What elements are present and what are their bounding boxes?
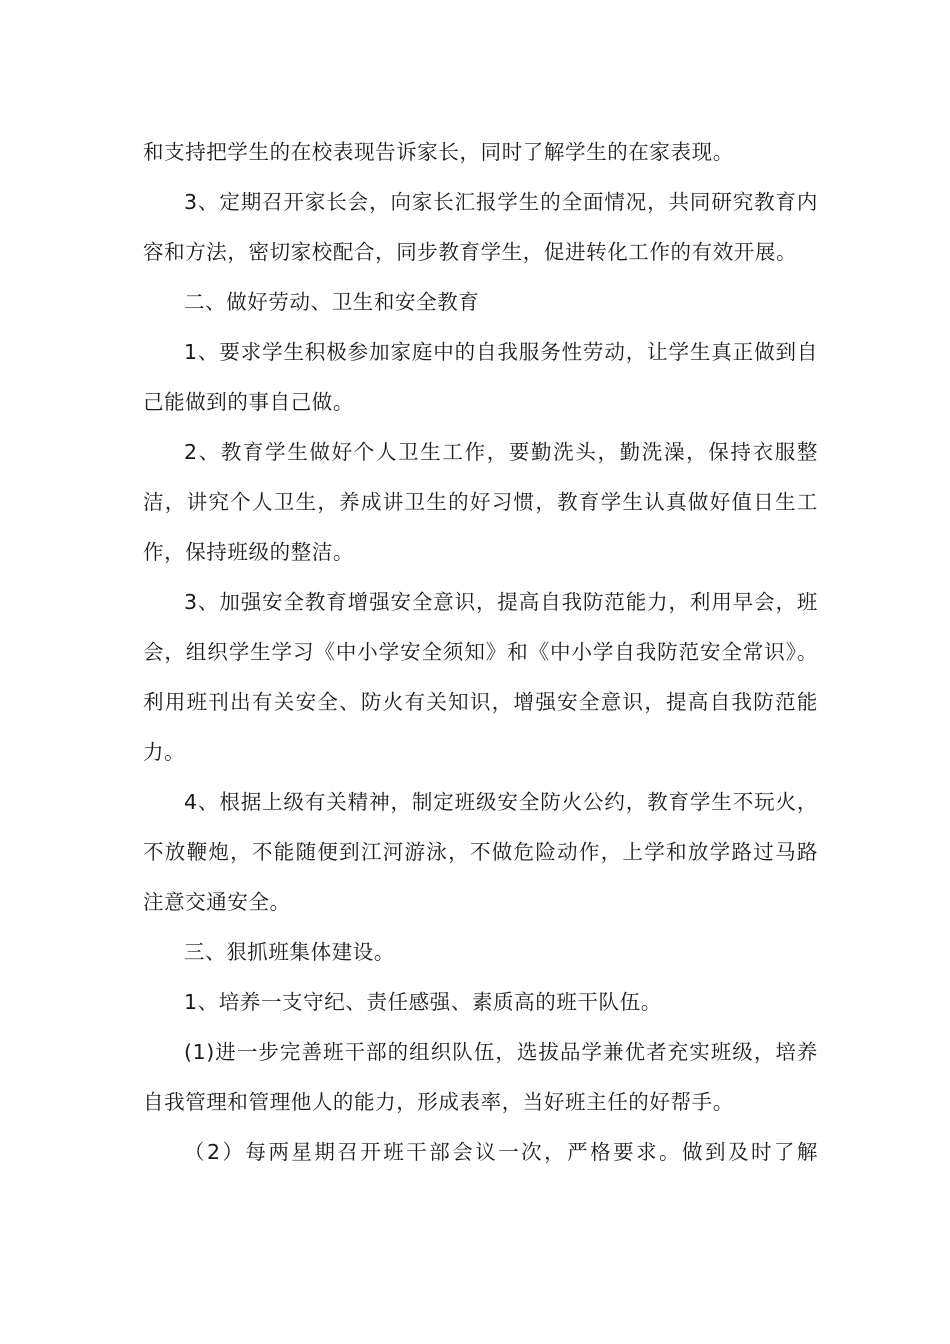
- document-body: [143, 127, 818, 1177]
- paragraph: 1、培养一支守纪、责任感强、素质高的班干队伍。: [184, 990, 662, 1014]
- paragraph: 4、根据上级有关精神，制定班级安全防火公约，教育学生不玩火，不放鞭炮，不能随便到江河游泳，不做危险动作，上学和放学路过马路注意交通安全。: [143, 790, 818, 914]
- section-heading: 二、做好劳动、卫生和安全教育: [184, 290, 480, 314]
- paragraph: 3、定期召开家长会，向家长汇报学生的全面情况，共同研究教育内容和方法，密切家校配合，同步教育学生，促进转化工作的有效开展。: [143, 190, 818, 264]
- paragraph: 3、加强安全教育增强安全意识，提高自我防范能力，利用早会，班会，组织学生学习《中小学安全须知》和《中小学自我防范安全常识》。利用班刊出有关安全、防火有关知识，增强安全意识，提高自我防范能力。: [143, 590, 818, 764]
- paragraph: 2、教育学生做好个人卫生工作，要勤洗头，勤洗澡，保持衣服整洁，讲究个人卫生，养成讲卫生的好习惯，教育学生认真做好值日生工作，保持班级的整洁。: [143, 440, 818, 564]
- paragraph: (1)进一步完善班干部的组织队伍，选拔品学兼优者充实班级，培养自我管理和管理他人的能力，形成表率，当好班主任的好帮手。: [143, 1040, 818, 1114]
- paragraph: 1、要求学生积极参加家庭中的自我服务性劳动，让学生真正做到自己能做到的事自己做。: [143, 340, 818, 414]
- paragraph: （2）每两星期召开班干部会议一次，严格要求。做到及时了解: [184, 1140, 818, 1164]
- paragraph: 和支持把学生的在校表现告诉家长，同时了解学生的在家表现。: [143, 140, 734, 164]
- section-heading: 三、狠抓班集体建设。: [184, 940, 395, 964]
